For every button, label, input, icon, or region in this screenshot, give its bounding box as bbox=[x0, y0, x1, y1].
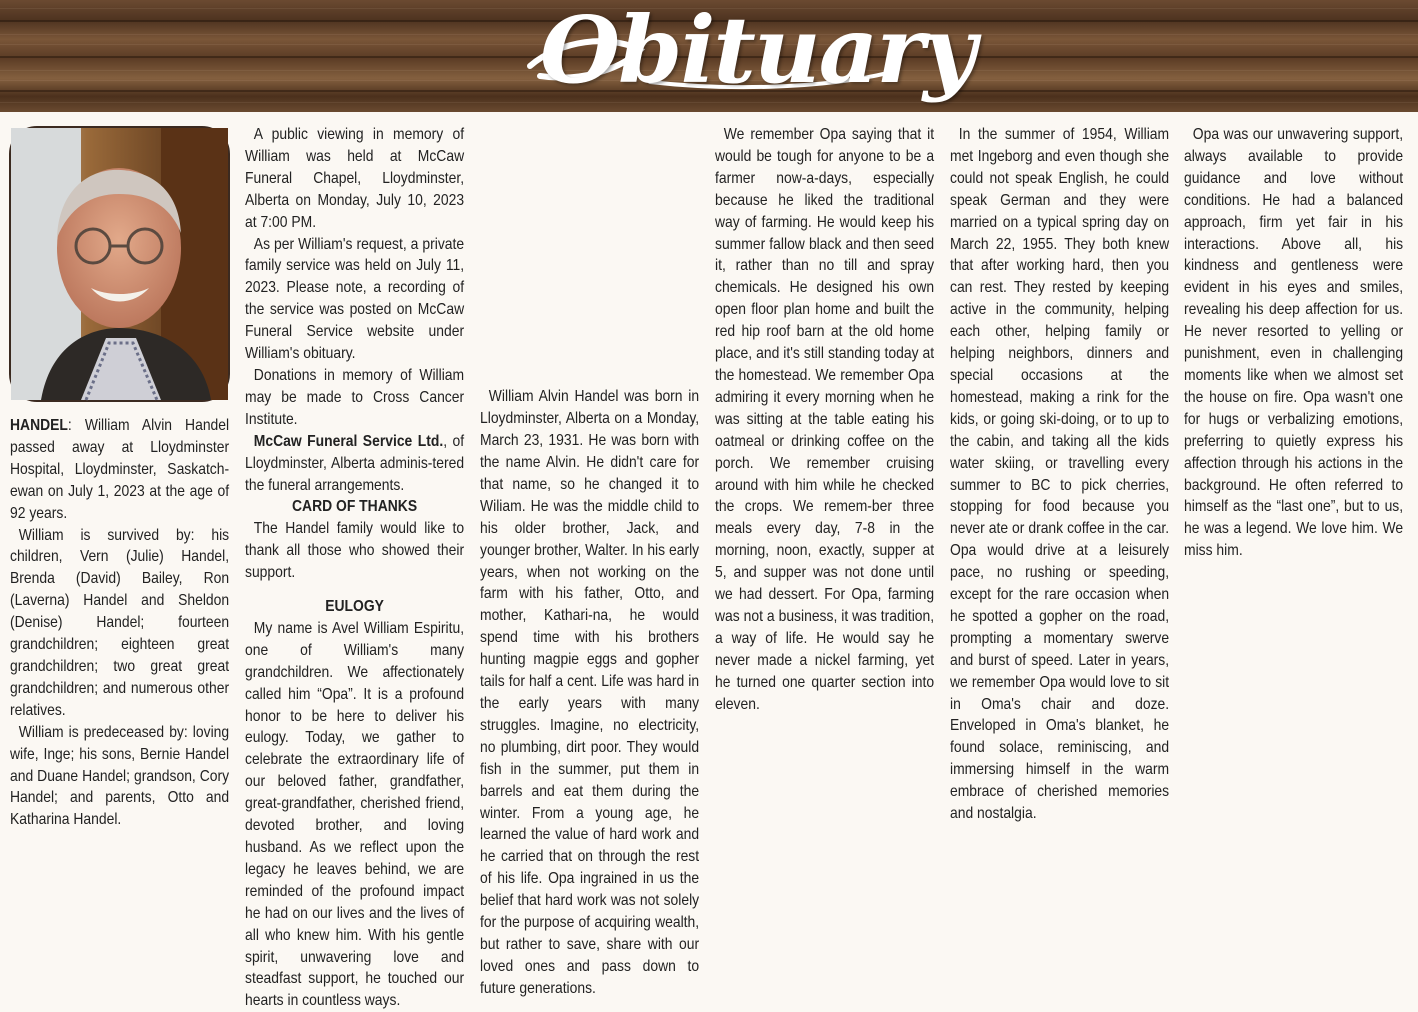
card-of-thanks-heading: CARD OF THANKS bbox=[291, 498, 418, 516]
eulogy-paragraph-5: Opa was our unwavering support, always available to provide guidance and love without conditions. He had a balanced approach, firm yet fair in his interactions. Above all, his kindness and gentleness were evident in his eyes and smiles, revealing his deep affection for us. He never resorted to yelling or punishment, even in challenging moments like when we almost set the house on fire. Opa wasn't one for hugs or verbalizing emotions, preferring to quietly express his affection through his actions in the background. He often referred to himself as the “last one”, but to us, he was a legend. We love him. We miss him. bbox=[1184, 126, 1404, 560]
eulogy-paragraph-4: In the summer of 1954, William met Ingeborg and even though she could not speak English, he could speak German and they were married on a typical spring day on March 22, 1955. They both knew that after working hard, then you can rest. They rested by keeping active in the community, helping each other, helping family or helping neighbors, dinners and special occasions at the homestead, making a rink for the kids, or going ski-doing, or to up to the cabin, and taking all the kids water skiing, or travelling every summer to BC to pick cherries, stopping for food because you never ate or drank coffee in the car. Opa would drive at a leisurely pace, no rushing or speeding, except for the rare occasion when he spotted a gopher on the road, prompting a momentary swerve and burst of speed. Later in years, we remember Opa would love to sit in Oma's chair and doze. Enveloped in Oma's blanket, he found solace, reminiscing, and immersing himself in the warm embrace of cherished memories and nostalgia. bbox=[950, 126, 1170, 823]
portrait-photo-icon bbox=[11, 128, 228, 400]
column-6 bbox=[1184, 124, 1403, 800]
column-2 bbox=[245, 124, 465, 1010]
column-4 bbox=[715, 124, 934, 800]
eulogy-paragraph-1-cont bbox=[480, 0, 699, 386]
column-1 bbox=[10, 415, 229, 831]
notice-surname: HANDEL bbox=[10, 417, 68, 434]
column-5 bbox=[950, 124, 1170, 823]
notice-donations: Donations in memory of William may be made to Cross Cancer Institute. bbox=[245, 366, 465, 428]
notice-lead: HANDEL: William Alvin Handel passed away at Lloydminster Hospital, Lloydminster, Saskatch-ewan on July 1, 2023 at the age of 92 years. bbox=[10, 417, 230, 522]
portrait-photo bbox=[9, 126, 230, 402]
notice-viewing: A public viewing in memory of William was held at McCaw Funeral Chapel, Lloydminster, Alberta on Monday, July 10, 2023 at 7:00 PM. bbox=[245, 126, 465, 231]
notice-arrangements: McCaw Funeral Service Ltd., of Lloydminster, Alberta adminis-tered the funeral arrangements. bbox=[245, 432, 465, 494]
eulogy-paragraph-1: My name is Avel William Espiritu, one of William's many grandchildren. We affectionately called him “Opa”. It is a profound honor to be here to deliver his eulogy. Today, we gather to celebrate the extraordinary life of our beloved father, grandfather, great-grandfather, cherished friend, devoted brother, and loving husband. As we reflect upon the legacy he leaves behind, we are reminded of the profound impact he had on our lives and the lives of all who knew him. With his gentle spirit, unwavering love and steadfast support, he touched our hearts in countless ways. bbox=[245, 619, 465, 1010]
funeral-home-name: McCaw Funeral Service Ltd. bbox=[253, 432, 444, 450]
eulogy-paragraph-2: William Alvin Handel was born in Lloydminster, Alberta on a Monday, March 23, 1931. He was born with the name Alvin. He didn't care for that name, so he changed it to Wiliam. He was the middle child to his older brother, Jack, and younger brother, Walter. In his early years, when not working on the farm with his father, Otto, and mother, Kathari-na, he would spend time with his brothers hunting magpie eggs and gopher tails for half a cent. Life was hard in the early years with many struggles. Imagine, no electricity, no plumbing, dirt poor. They would fish in the summer, put them in barrels and eat them during the winter. From a young age, he learned the value of hard work and he carried that on through the rest of his life. Opa ingrained in us the belief that hard work was not solely for the purpose of acquiring wealth, but rather to save, share with our loved ones and pass down to future generations. bbox=[480, 388, 700, 997]
column-3 bbox=[480, 124, 700, 997]
notice-predeceased: William is predeceased by: loving wife, Inge; his sons, Bernie Handel and Duane Handel; grandson, Cory Handel; and parents, Otto and Katharina Handel. bbox=[10, 723, 230, 829]
notice-survived: William is survived by: his children, Vern (Julie) Handel, Brenda (David) Bailey, Ron (Laverna) Handel and Sheldon (Denise) Handel; fourteen grandchildren; eighteen great grandchildren; two great great grandchildren; and numerous other relatives. bbox=[10, 526, 230, 719]
banner-title: Obituary bbox=[540, 0, 975, 104]
card-of-thanks-text: The Handel family would like to thank all those who showed their support. bbox=[245, 520, 465, 582]
notice-service: As per William's request, a private family service was held on July 11, 2023. Please note, a recording of the service was posted on McCaw Funeral Service website under William's obituary. bbox=[245, 235, 465, 363]
eulogy-heading: EULOGY bbox=[325, 598, 384, 616]
obituary-banner bbox=[0, 0, 1418, 112]
eulogy-paragraph-3: We remember Opa saying that it would be tough for anyone to be a farmer now-a-days, especially because he liked the traditional way of farming. He would keep his summer fallow black and then seed it, rather than no till and spray chemicals. He designed his own open floor plan home and built the red hip roof barn at the old home place, and it's still standing today at the homestead. We remember Opa admiring it every morning when he was sitting at the table eating his oatmeal or drinking coffee on the porch. We remember cruising around with him while he checked the crops. We remem-ber three meals every day, 7-8 in the morning, noon, exactly, supper at 5, and supper was not done until we had dessert. For Opa, farming was not a business, it was tradition, a way of life. He would say he never made a nickel farming, yet he turned one quarter section into eleven. bbox=[715, 126, 935, 713]
